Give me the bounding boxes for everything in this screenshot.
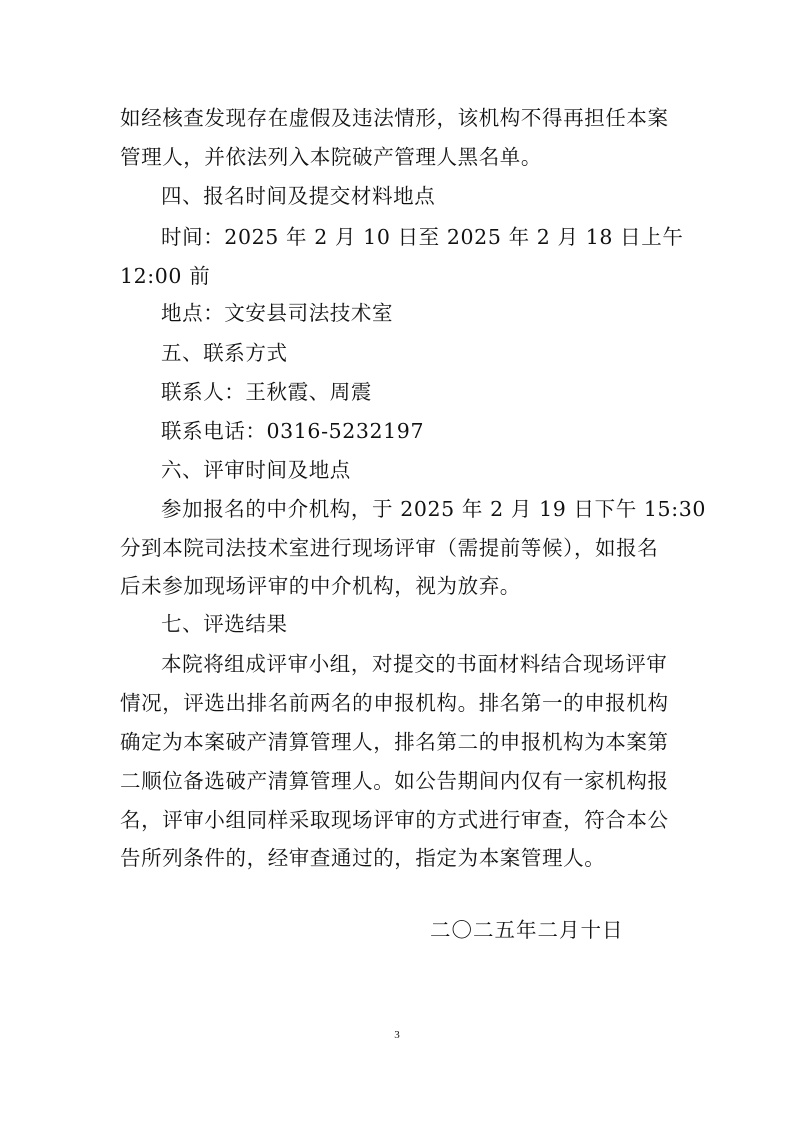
paragraph-line: 情况，评选出排名前两名的申报机构。排名第一的申报机构 <box>120 691 669 715</box>
paragraph-line: 告所列条件的，经审查通过的，指定为本案管理人。 <box>120 846 606 870</box>
paragraph-line: 名，评审小组同样采取现场评审的方式进行审查，符合本公 <box>120 808 669 832</box>
paragraph-line: 参加报名的中介机构，于 2025 年 2 月 19 日下午 15:30 <box>161 497 706 521</box>
paragraph-line: 分到本院司法技术室进行现场评审（需提前等候），如报名 <box>120 536 659 560</box>
section-heading: 四、报名时间及提交材料地点 <box>161 184 436 208</box>
document-date: 二〇二五年二月十日 <box>430 918 624 942</box>
paragraph-line: 地点：文安县司法技术室 <box>161 301 394 325</box>
paragraph-line: 联系人：王秋霞、周震 <box>161 380 372 404</box>
paragraph-line: 12:00 前 <box>120 264 211 288</box>
paragraph-line: 确定为本案破产清算管理人，排名第二的申报机构为本案第 <box>120 730 669 754</box>
paragraph-line: 联系电话：0316-5232197 <box>161 419 425 443</box>
paragraph-line: 如经核查发现存在虚假及违法情形，该机构不得再担任本案 <box>120 106 669 130</box>
section-heading: 五、联系方式 <box>161 341 288 365</box>
page-number: 3 <box>394 1029 400 1041</box>
paragraph-line: 管理人，并依法列入本院破产管理人黑名单。 <box>120 145 542 169</box>
paragraph-line: 时间：2025 年 2 月 10 日至 2025 年 2 月 18 日上午 <box>161 225 684 249</box>
paragraph-line: 二顺位备选破产清算管理人。如公告期间内仅有一家机构报 <box>120 769 669 793</box>
section-heading: 七、评选结果 <box>161 612 288 636</box>
paragraph-line: 后未参加现场评审的中介机构，视为放弃。 <box>120 574 521 598</box>
paragraph-line: 本院将组成评审小组，对提交的书面材料结合现场评审 <box>161 652 668 676</box>
section-heading: 六、评审时间及地点 <box>161 458 351 482</box>
